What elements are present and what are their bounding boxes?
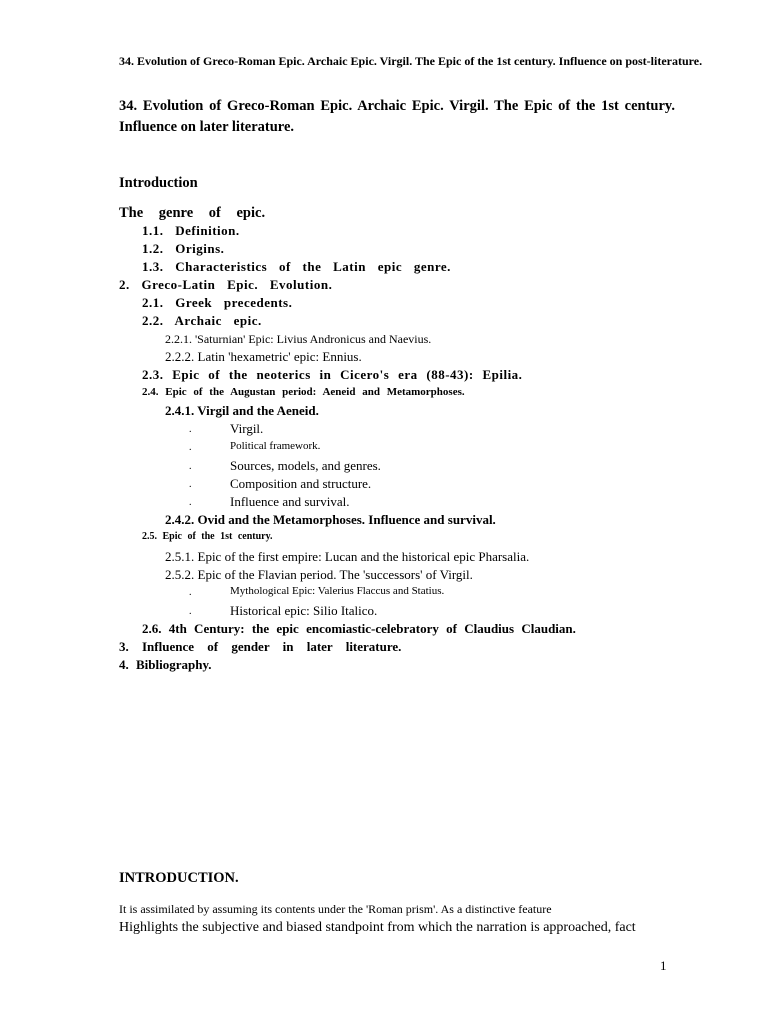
toc-item-2: 2. Greco-Latin Epic. Evolution.: [119, 277, 333, 292]
bullet-mark: .: [189, 587, 192, 598]
toc-bullet-political: Political framework.: [230, 440, 321, 452]
toc-bullet-historical: Historical epic: Silio Italico.: [230, 603, 378, 618]
toc-bullet-mythological: Mythological Epic: Valerius Flaccus and Statius.: [230, 585, 445, 597]
bullet-mark: .: [189, 479, 192, 490]
toc-item-2-5: 2.5. Epic of the 1st century.: [142, 531, 273, 542]
toc-item-2-2-1: 2.2.1. 'Saturnian' Epic: Livius Andronicus and Naevius.: [165, 332, 432, 346]
running-header: 34. Evolution of Greco-Roman Epic. Archaic Epic. Virgil. The Epic of the 1st century. Influence on post-literature.: [119, 54, 703, 68]
toc-item-2-2-2: 2.2.2. Latin 'hexametric' epic: Ennius.: [165, 349, 362, 364]
toc-item-2-3: 2.3. Epic of the neoterics in Cicero's era (88-43): Epilia.: [142, 367, 523, 382]
toc-item-2-4-1: 2.4.1. Virgil and the Aeneid.: [165, 403, 319, 418]
toc-item-1-3: 1.3. Characteristics of the Latin epic genre.: [142, 259, 451, 274]
body-paragraph-line-1: It is assimilated by assuming its contents under the 'Roman prism'. As a distinctive feature: [119, 902, 552, 916]
toc-item-3: 3. Influence of gender in later literature.: [119, 639, 402, 654]
toc-bullet-composition: Composition and structure.: [230, 476, 372, 491]
bullet-mark: .: [189, 424, 192, 435]
document-title: [119, 96, 675, 138]
document-title-line-1: 34. Evolution of Greco-Roman Epic. Archaic Epic. Virgil. The Epic of the 1st century.: [119, 98, 675, 114]
toc-genre: The genre of epic.: [119, 205, 266, 221]
toc-item-2-1: 2.1. Greek precedents.: [142, 295, 293, 310]
toc-item-2-4: 2.4. Epic of the Augustan period: Aeneid and Metamorphoses.: [142, 386, 465, 398]
toc-bullet-virgil: Virgil.: [230, 421, 264, 436]
toc-bullet-sources: Sources, models, and genres.: [230, 458, 381, 473]
bullet-mark: .: [189, 606, 192, 617]
bullet-mark: .: [189, 497, 192, 508]
introduction-heading: Introduction: [119, 175, 198, 191]
toc-item-1-1: 1.1. Definition.: [142, 223, 240, 238]
toc-item-2-2: 2.2. Archaic epic.: [142, 313, 262, 328]
toc-item-2-5-1: 2.5.1. Epic of the first empire: Lucan and the historical epic Pharsalia.: [165, 549, 530, 564]
document-title-line-2: Influence on later literature.: [119, 119, 295, 135]
toc-item-1-2: 1.2. Origins.: [142, 241, 225, 256]
toc-item-4: 4. Bibliography.: [119, 657, 212, 672]
bullet-mark: .: [189, 461, 192, 472]
introduction-section-heading: INTRODUCTION.: [119, 870, 239, 886]
page-number: 1: [660, 958, 667, 973]
bullet-mark: .: [189, 442, 192, 453]
body-paragraph-line-2: Highlights the subjective and biased standpoint from which the narration is approached, fact: [119, 920, 636, 935]
toc-bullet-influence: Influence and survival.: [230, 494, 350, 509]
toc-item-2-5-2: 2.5.2. Epic of the Flavian period. The 'successors' of Virgil.: [165, 567, 473, 582]
toc-item-2-4-2: 2.4.2. Ovid and the Metamorphoses. Influence and survival.: [165, 512, 496, 527]
toc-item-2-6: 2.6. 4th Century: the epic encomiastic-celebratory of Claudius Claudian.: [142, 621, 576, 636]
